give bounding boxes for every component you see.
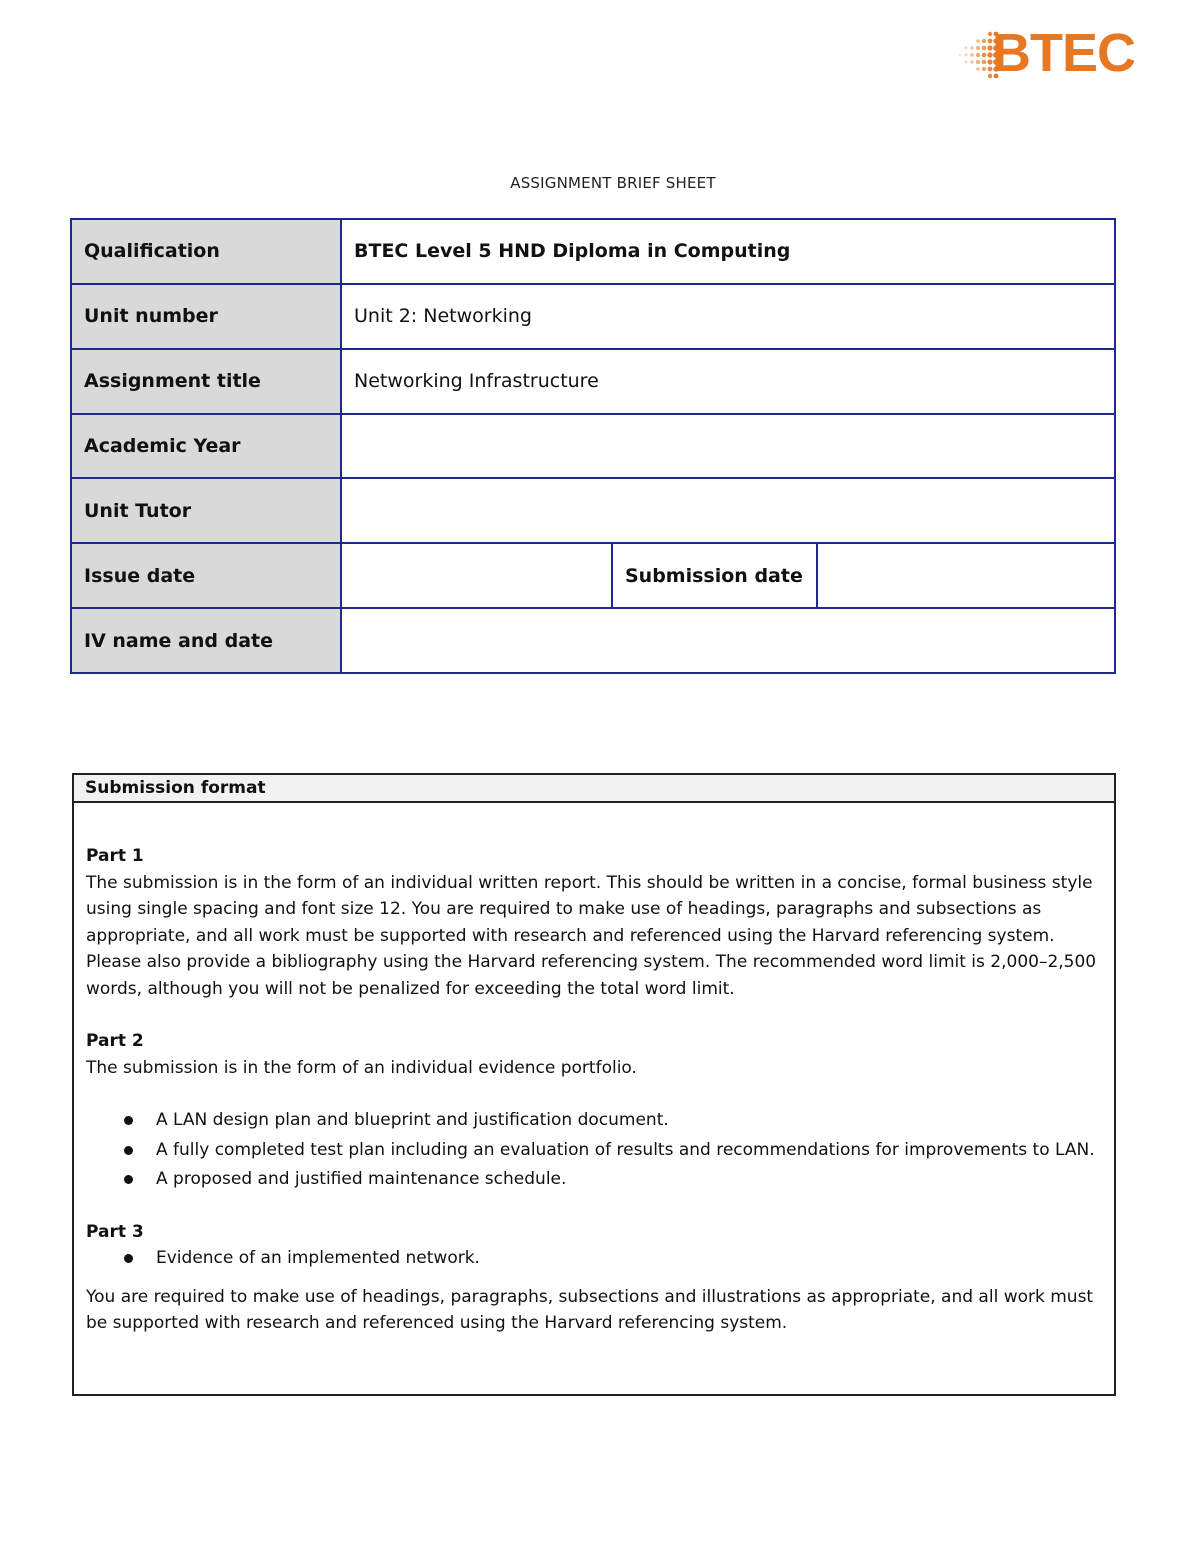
submission-date-value — [817, 543, 1115, 608]
issue-date-label: Issue date — [71, 543, 341, 608]
table-row — [71, 478, 1115, 543]
qualification-label: Qualification — [71, 219, 341, 284]
unit-number-value: Unit 2: Networking — [341, 284, 1115, 349]
part-2-text: The submission is in the form of an individual evidence portfolio. — [86, 1057, 637, 1078]
table-row — [71, 608, 1115, 673]
submission-date-label: Submission date — [612, 543, 817, 608]
table-row — [71, 414, 1115, 479]
page-title: ASSIGNMENT BRIEF SHEET — [510, 174, 716, 192]
qualification-value: BTEC Level 5 HND Diploma in Computing — [341, 219, 1115, 284]
assignment-title-value: Networking Infrastructure — [341, 349, 1115, 414]
part-1-text: The submission is in the form of an individual written report. This should be written in a concise, formal business style using single spacing and font size 12. You are required to make use of headings, paragraphs and subsections as appropriate, and all work must be supported with research and referenced using the Harvard referencing system. Please also provide a bibliography using the Harvard referencing system. The recommended word limit is 2,000–2,500 words, although you will not be penalized for exceeding the total word limit. — [86, 872, 1097, 999]
part-3-bullet-list — [86, 1245, 1102, 1272]
bullet-icon — [124, 1175, 133, 1184]
unit-tutor-label: Unit Tutor — [71, 478, 341, 543]
table-row — [71, 349, 1115, 414]
assignment-brief-table — [70, 218, 1116, 674]
list-item: A fully completed test plan including an evaluation of results and recommendations for improvements to LAN. — [86, 1137, 1102, 1164]
unit-number-label: Unit number — [71, 284, 341, 349]
list-item: A proposed and justified maintenance schedule. — [86, 1166, 1102, 1193]
table-row — [71, 543, 1115, 608]
assignment-title-label: Assignment title — [71, 349, 341, 414]
part-2-heading: Part 2 — [86, 1031, 144, 1051]
submission-format-box — [72, 773, 1116, 1396]
issue-date-value — [341, 543, 612, 608]
list-item: Evidence of an implemented network. — [86, 1245, 1102, 1272]
submission-format-body — [74, 803, 1114, 1337]
btec-logo — [956, 23, 1156, 83]
list-item: A LAN design plan and blueprint and justification document. — [86, 1107, 1102, 1134]
unit-tutor-value — [341, 478, 1115, 543]
bullet-icon — [124, 1146, 133, 1155]
academic-year-value — [341, 414, 1115, 479]
logo-wordmark: BTEC — [992, 23, 1135, 83]
part-2-bullet-list — [86, 1107, 1102, 1193]
bullet-icon — [124, 1116, 133, 1125]
part-3-heading: Part 3 — [86, 1221, 144, 1242]
submission-format-heading: Submission format — [74, 775, 1114, 803]
table-row — [71, 284, 1115, 349]
iv-name-date-label: IV name and date — [71, 608, 341, 673]
iv-name-date-value — [341, 608, 1115, 673]
bullet-icon — [124, 1254, 133, 1263]
part-1-heading: Part 1 — [86, 846, 144, 866]
closing-text: You are required to make use of headings, paragraphs, subsections and illustrations as appropriate, and all work must be supported with research and referenced using the Harvard referencing system. — [86, 1286, 1094, 1333]
table-row — [71, 219, 1115, 284]
academic-year-label: Academic Year — [71, 414, 341, 479]
